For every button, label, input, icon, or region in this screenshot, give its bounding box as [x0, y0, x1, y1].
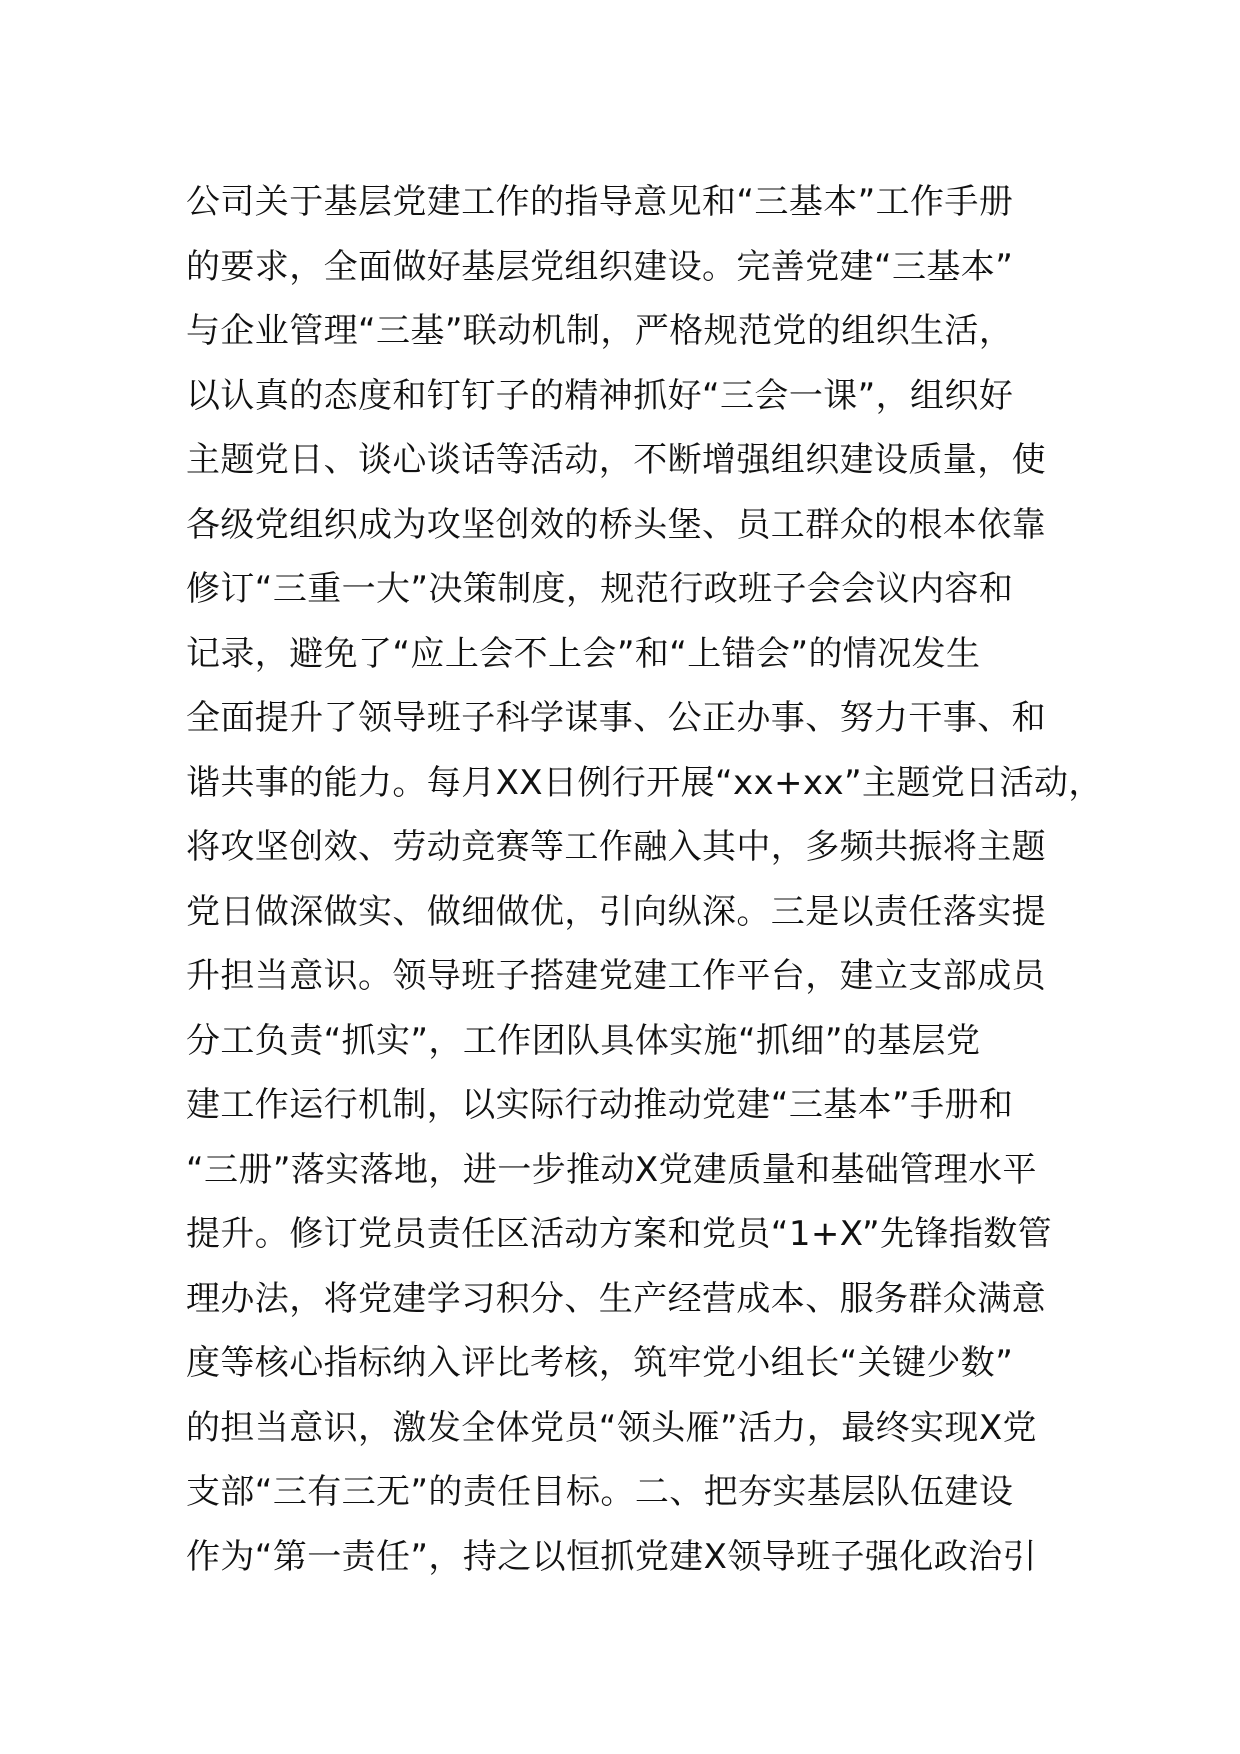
text-line-4: 以认真的态度和钉钉子的精神抓好“三会一课”，组织好: [186, 375, 1014, 416]
text-line-5: 主题党日、谈心谈话等活动，不断增强组织建设质量，使: [186, 440, 1046, 480]
text-line-19: 度等核心指标纳入评比考核，筑牢党小组长“关键少数”: [186, 1343, 1014, 1383]
text-line-9: 全面提升了领导班子科学谋事、公正办事、努力干事、和: [186, 698, 1046, 738]
text-line-11: 将攻坚创效、劳动竞赛等工作融入其中，多频共振将主题: [186, 827, 1046, 867]
text-line-17: 提升。修订党员责任区活动方案和党员“1+X”先锋指数管: [186, 1214, 1053, 1254]
text-line-3: 与企业管理“三基”联动机制，严格规范党的组织生活，: [186, 311, 1014, 351]
text-line-20: 的担当意识，激发全体党员“领头雁”活力，最终实现X党: [186, 1407, 1037, 1448]
text-line-16: “三册”落实落地，进一步推动X党建质量和基础管理水平: [186, 1149, 1037, 1190]
text-line-8: 记录，避免了“应上会不上会”和“上错会”的情况发生: [186, 633, 981, 674]
text-line-12: 党日做深做实、做细做优，引向纵深。三是以责任落实提: [186, 891, 1046, 932]
text-line-2: 的要求，全面做好基层党组织建设。完善党建“三基本”: [186, 246, 1014, 287]
text-line-22: 作为“第一责任”，持之以恒抓党建X领导班子强化政治引: [186, 1536, 1037, 1577]
text-line-7: 修订“三重一大”决策制度，规范行政班子会会议内容和: [186, 569, 1014, 609]
text-line-1: 公司关于基层党建工作的指导意见和“三基本”工作手册: [186, 182, 1014, 222]
body-text: [186, 170, 1103, 1589]
text-line-10: 谐共事的能力。每月XX日例行开展“xx+xx”主题党日活动，: [186, 762, 1103, 803]
text-line-18: 理办法，将党建学习积分、生产经营成本、服务群众满意: [186, 1278, 1046, 1319]
text-line-6: 各级党组织成为攻坚创效的桥头堡、员工群众的根本依靠: [186, 504, 1046, 545]
text-line-13: 升担当意识。领导班子搭建党建工作平台，建立支部成员: [186, 956, 1046, 996]
text-line-15: 建工作运行机制，以实际行动推动党建“三基本”手册和: [186, 1085, 1014, 1125]
text-line-21: 支部“三有三无”的责任目标。二、把夯实基层队伍建设: [186, 1472, 1014, 1512]
text-line-14: 分工负责“抓实”，工作团队具体实施“抓细”的基层党: [186, 1020, 981, 1061]
